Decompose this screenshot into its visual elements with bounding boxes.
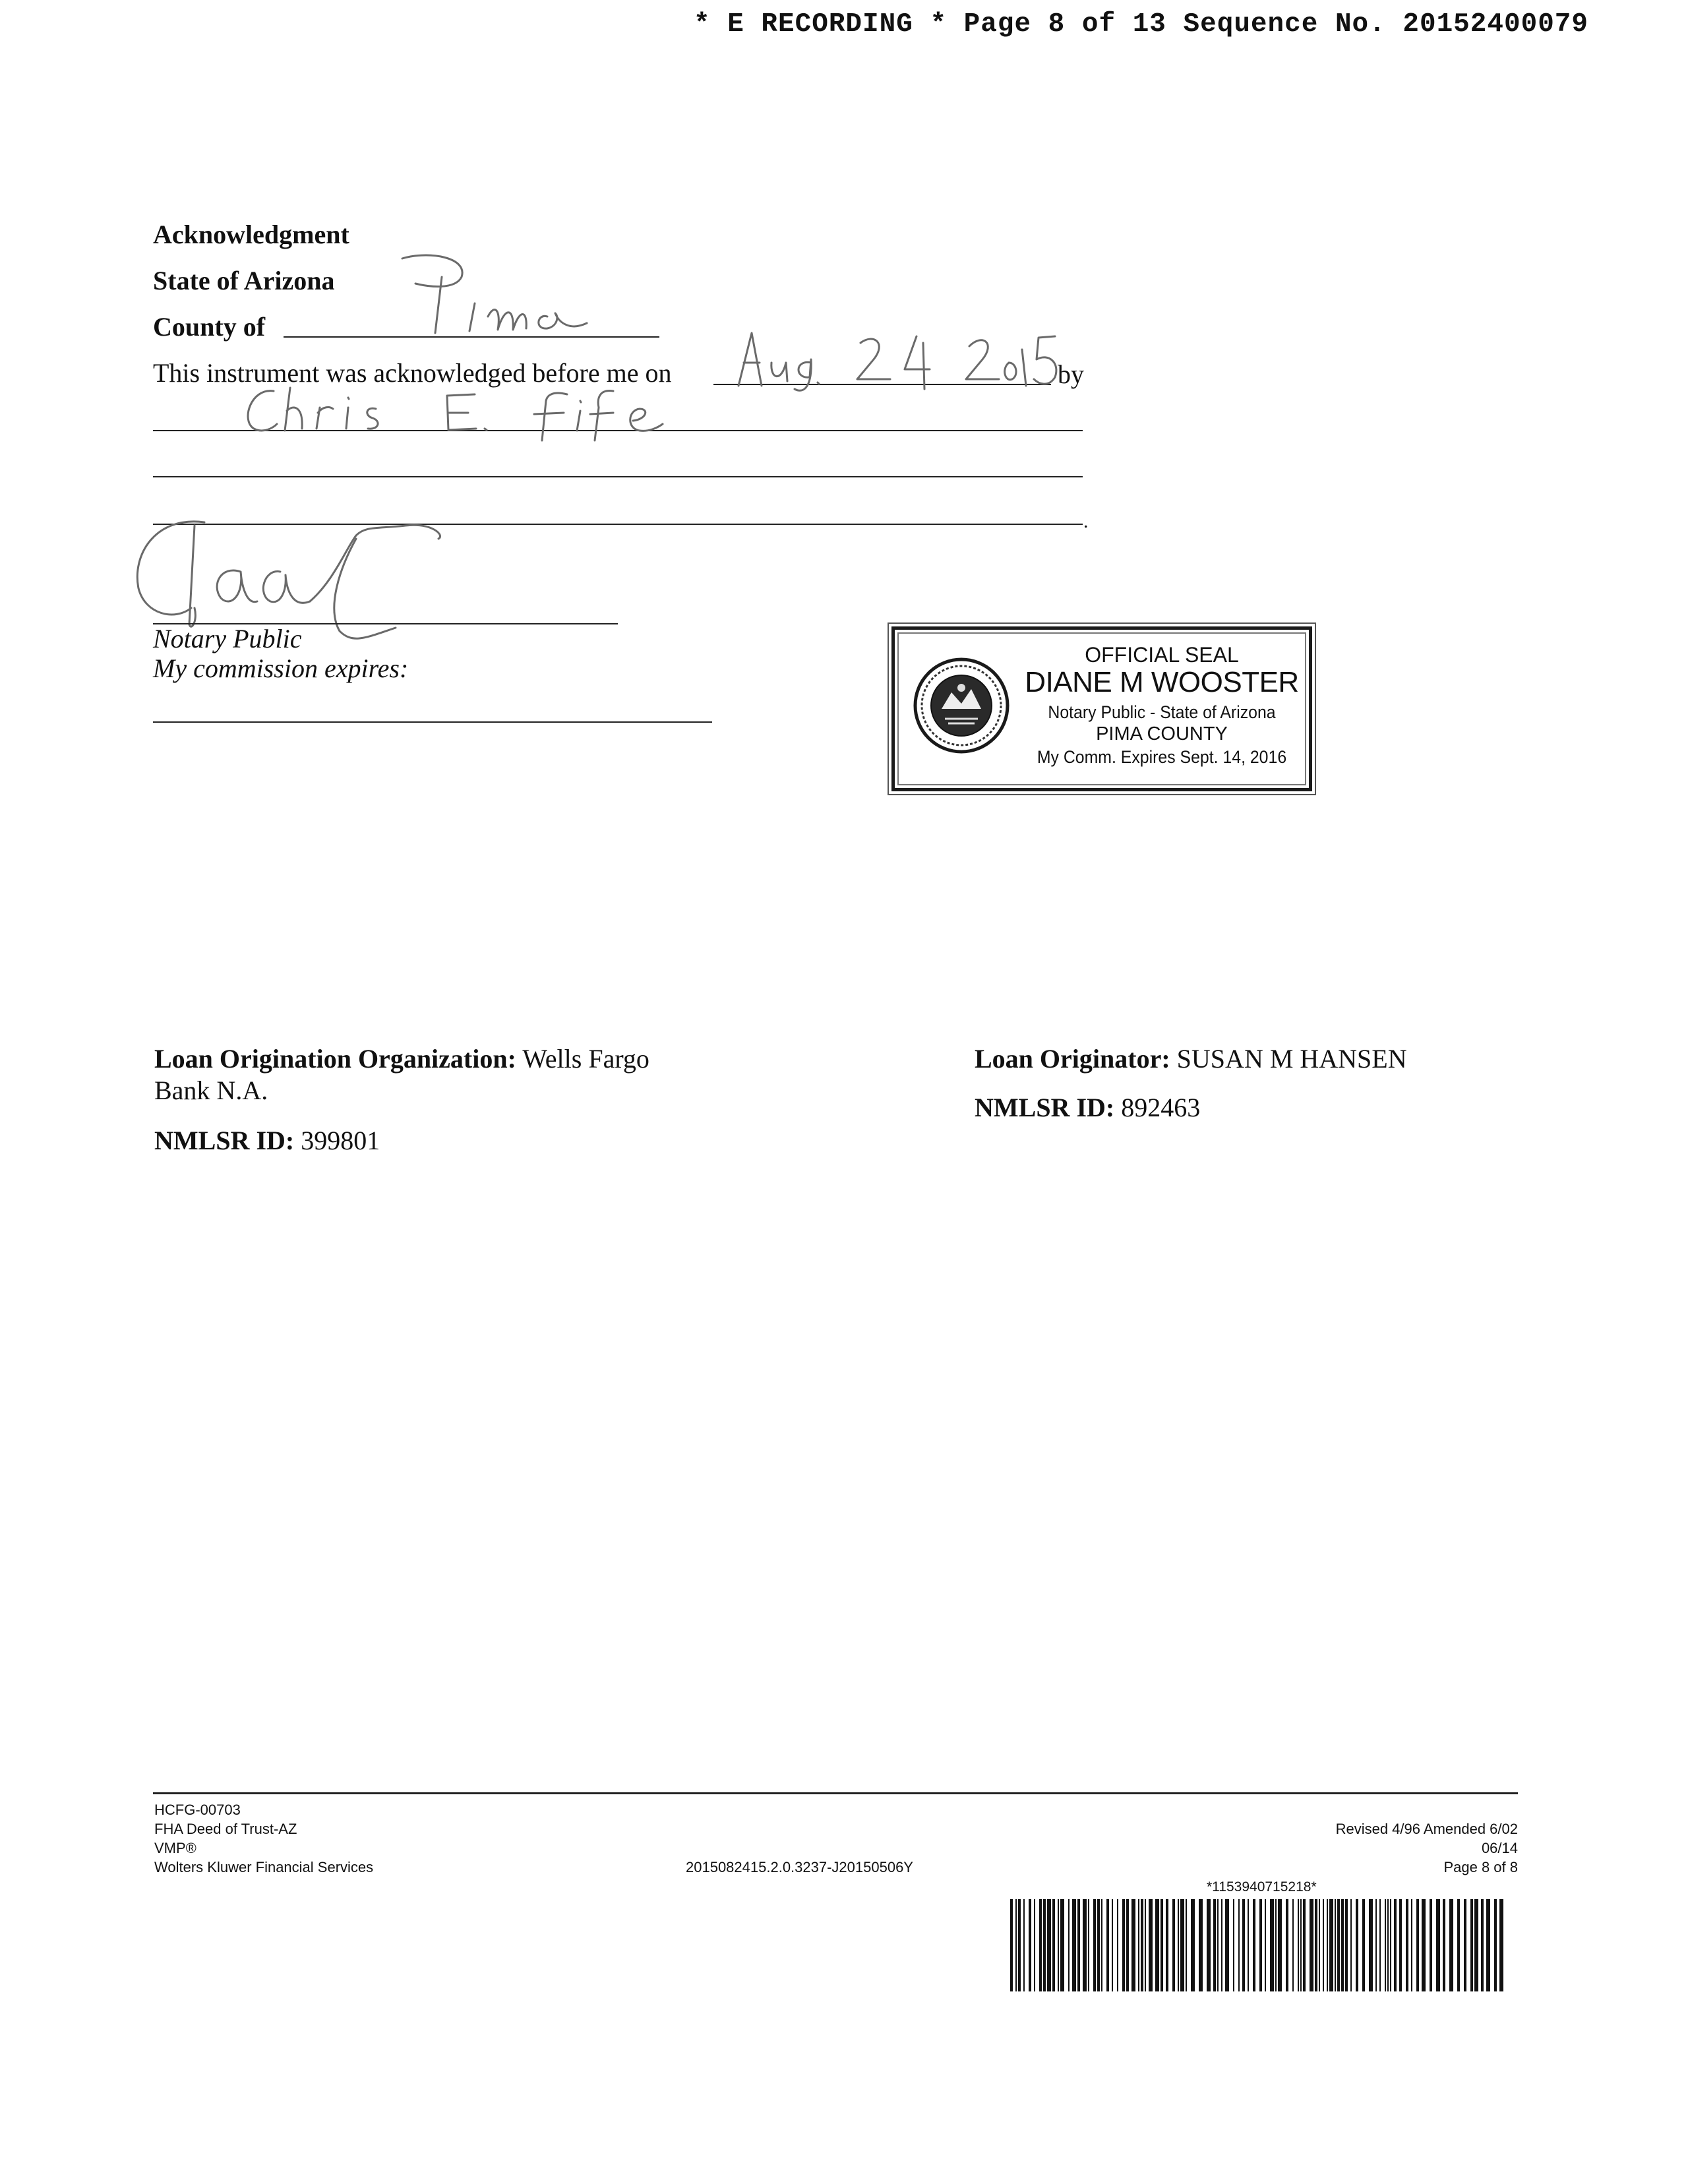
barcode-bar — [1221, 1899, 1222, 1991]
barcode-bar — [1494, 1899, 1497, 1991]
barcode-bar — [1481, 1899, 1484, 1991]
barcode-bar — [1072, 1899, 1076, 1991]
barcode-bar — [1385, 1899, 1386, 1991]
barcode-bar — [1319, 1899, 1320, 1991]
barcode-bar — [1399, 1899, 1402, 1991]
barcode-bar — [1329, 1899, 1333, 1991]
seal-notary-name: DIANE M WOOSTER — [1025, 666, 1299, 698]
vmp-label: VMP® — [154, 1840, 196, 1856]
originator-nmlsr-id — [975, 1092, 1200, 1123]
acknowledged-name-handwriting — [237, 381, 699, 440]
barcode-bar — [1430, 1899, 1432, 1991]
barcode-bar — [1443, 1899, 1445, 1991]
loan-originator-label: Loan Originator: — [975, 1044, 1170, 1074]
originator-nmlsr-label: NMLSR ID: — [975, 1093, 1115, 1122]
barcode-bar — [1474, 1899, 1478, 1991]
barcode-bar — [1345, 1899, 1348, 1991]
barcode-bar — [1499, 1899, 1503, 1991]
by-label: by — [1058, 359, 1084, 389]
loan-origination-org-value-2: Bank N.A. — [154, 1076, 268, 1105]
barcode-bar — [1155, 1899, 1159, 1991]
barcode-bar — [1058, 1899, 1059, 1991]
barcode-bar — [1186, 1899, 1187, 1991]
barcode-bar — [1303, 1899, 1306, 1991]
document-id: 2015082415.2.0.3237-J20150506Y — [686, 1859, 913, 1875]
barcode-bar — [1106, 1899, 1109, 1991]
barcode-bar — [1375, 1899, 1377, 1991]
barcode-bar — [1278, 1899, 1282, 1991]
barcode-text: *1153940715218* — [1207, 1879, 1317, 1895]
seal-commission-expires: My Comm. Expires Sept. 14, 2016 — [1037, 747, 1287, 767]
barcode-bar — [1464, 1899, 1466, 1991]
official-seal-stamp — [891, 626, 1312, 791]
barcode-bar — [1126, 1899, 1129, 1991]
barcode-bar — [1166, 1899, 1168, 1991]
revision-date: 06/14 — [1481, 1840, 1518, 1856]
barcode-bar — [1083, 1899, 1087, 1991]
barcode-bar — [1043, 1899, 1046, 1991]
footer-left — [154, 1800, 373, 1877]
barcode-bar — [1275, 1899, 1277, 1991]
barcode-bar — [1131, 1899, 1135, 1991]
barcode-bar — [1356, 1899, 1358, 1991]
barcode-bar — [1406, 1899, 1408, 1991]
arizona-state-seal-icon — [912, 656, 1011, 755]
barcode-bar — [1034, 1899, 1035, 1991]
footer-rule — [153, 1792, 1518, 1794]
barcode-bar — [1060, 1899, 1064, 1991]
barcode-bar — [1387, 1899, 1389, 1991]
barcode-bar — [1436, 1899, 1440, 1991]
barcode-bar — [1298, 1899, 1299, 1991]
barcode-bar — [1145, 1899, 1146, 1991]
barcode-bar — [1207, 1899, 1211, 1991]
barcode-bar — [1023, 1899, 1025, 1991]
footer-page-number: Page 8 of 8 — [1443, 1859, 1518, 1875]
barcode-bar — [1238, 1899, 1240, 1991]
barcode-bar — [1068, 1899, 1070, 1991]
barcode-bar — [1416, 1899, 1419, 1991]
barcode-bar — [1052, 1899, 1055, 1991]
barcode-bar — [1141, 1899, 1143, 1991]
barcode-bar — [1335, 1899, 1336, 1991]
barcode-bar — [1122, 1899, 1125, 1991]
barcode-bar — [1093, 1899, 1096, 1991]
revision-label: Revised 4/96 Amended 6/02 — [1335, 1821, 1518, 1837]
barcode-bar — [1018, 1899, 1021, 1991]
barcode-bar — [1292, 1899, 1294, 1991]
commission-expires-label: My commission expires: — [153, 653, 409, 683]
barcode-bar — [1039, 1899, 1042, 1991]
org-nmlsr-label: NMLSR ID: — [154, 1126, 295, 1155]
loan-origination-org-label: Loan Origination Organization: — [154, 1044, 516, 1074]
barcode-bar — [1248, 1899, 1249, 1991]
state-label: State of Arizona — [153, 266, 335, 295]
barcode-bar — [1253, 1899, 1255, 1991]
publisher-label: Wolters Kluwer Financial Services — [154, 1859, 374, 1875]
barcode-bar — [1180, 1899, 1184, 1991]
barcode-bar — [1029, 1899, 1031, 1991]
barcode-bar — [1217, 1899, 1219, 1991]
barcode-bar — [1191, 1899, 1195, 1991]
barcode-bar — [1199, 1899, 1203, 1991]
barcode-bar — [1117, 1899, 1118, 1991]
commission-expires-line — [153, 721, 712, 723]
loan-origination-org — [154, 1043, 649, 1074]
barcode-bar — [1327, 1899, 1328, 1991]
county-label: County of — [153, 312, 266, 342]
barcode-bar — [1486, 1899, 1490, 1991]
loan-originator-value: SUSAN M HANSEN — [1176, 1044, 1407, 1074]
form-title: FHA Deed of Trust-AZ — [154, 1821, 297, 1837]
barcode-bar — [1160, 1899, 1163, 1991]
period-mark: . — [1083, 510, 1089, 532]
barcode-icon — [1009, 1899, 1510, 1991]
barcode-bar — [1101, 1899, 1102, 1991]
date-handwriting — [732, 323, 1062, 396]
footer-right — [1336, 1819, 1518, 1877]
barcode-bar — [1362, 1899, 1365, 1991]
org-nmlsr-value: 399801 — [301, 1126, 380, 1155]
recording-header: * E RECORDING * Page 8 of 13 Sequence No. 20152400079 — [694, 9, 1589, 40]
barcode-bar — [1350, 1899, 1352, 1991]
barcode-bar — [1390, 1899, 1391, 1991]
barcode-bar — [1457, 1899, 1460, 1991]
form-code: HCFG-00703 — [154, 1802, 241, 1818]
barcode-bar — [1341, 1899, 1344, 1991]
barcode-bar — [1337, 1899, 1340, 1991]
seal-county: PIMA COUNTY — [1096, 723, 1228, 744]
barcode-bar — [1233, 1899, 1234, 1991]
barcode-bar — [1270, 1899, 1274, 1991]
barcode-bar — [1323, 1899, 1324, 1991]
barcode-bar — [1015, 1899, 1017, 1991]
org-nmlsr-id — [154, 1125, 380, 1156]
barcode-bar — [1300, 1899, 1302, 1991]
barcode-bar — [1088, 1899, 1089, 1991]
barcode-bar — [1047, 1899, 1051, 1991]
loan-origination-org-value-1: Wells Fargo — [522, 1044, 649, 1074]
barcode-bar — [1379, 1899, 1381, 1991]
barcode-bar — [1259, 1899, 1262, 1991]
barcode-bar — [1310, 1899, 1313, 1991]
barcode-bar — [1149, 1899, 1153, 1991]
notary-public-label: Notary Public — [153, 624, 302, 653]
barcode-bar — [1225, 1899, 1229, 1991]
barcode-bar — [1265, 1899, 1266, 1991]
barcode-bar — [1315, 1899, 1317, 1991]
barcode-bar — [1470, 1899, 1473, 1991]
barcode-bar — [1411, 1899, 1412, 1991]
acknowledged-by-line-2 — [153, 476, 1083, 477]
barcode-bar — [1449, 1899, 1453, 1991]
seal-title: OFFICIAL SEAL — [1085, 643, 1239, 667]
barcode-bar — [1172, 1899, 1175, 1991]
barcode-bar — [1422, 1899, 1426, 1991]
barcode-bar — [1369, 1899, 1373, 1991]
instrument-text: This instrument was acknowledged before me on — [153, 358, 672, 388]
barcode-bar — [1213, 1899, 1216, 1991]
barcode-bar — [1394, 1899, 1397, 1991]
barcode-bar — [1010, 1899, 1013, 1991]
barcode-bar — [1097, 1899, 1100, 1991]
barcode-bar — [1178, 1899, 1179, 1991]
loan-originator — [975, 1043, 1407, 1074]
originator-nmlsr-value: 892463 — [1121, 1093, 1201, 1122]
county-handwriting-signature — [389, 251, 613, 343]
barcode-bar — [1112, 1899, 1113, 1991]
barcode-bar — [1138, 1899, 1139, 1991]
seal-notary-state: Notary Public - State of Arizona — [1048, 702, 1276, 722]
acknowledgment-title: Acknowledgment — [153, 220, 349, 249]
barcode-bar — [1077, 1899, 1080, 1991]
barcode-bar — [1286, 1899, 1288, 1991]
barcode-bar — [1242, 1899, 1245, 1991]
